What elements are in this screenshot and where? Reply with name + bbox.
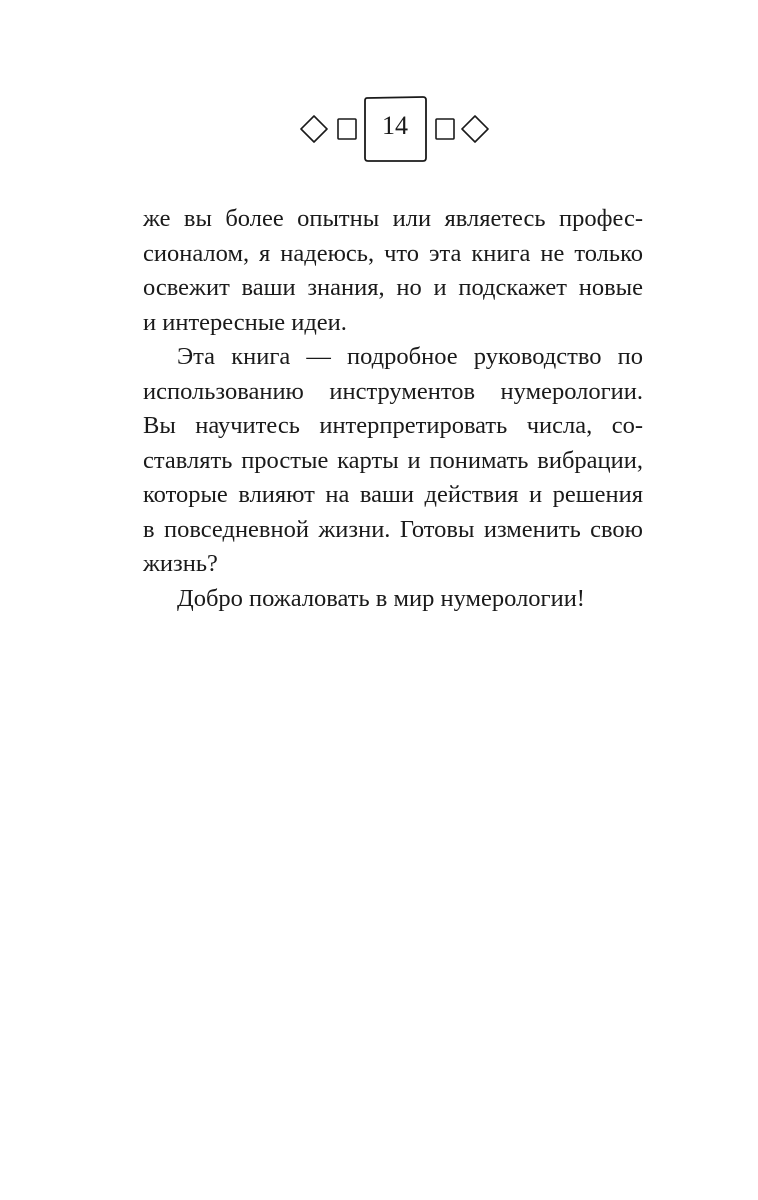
text-line: Эта книга — подробное руководство по — [177, 343, 643, 370]
diamond-icon — [462, 116, 488, 142]
text-line: жизнь? — [143, 550, 218, 577]
text-line: же вы более опытны или являетесь профес- — [143, 205, 643, 232]
text-line: которые влияют на ваши действия и решения — [143, 481, 643, 508]
paragraph — [143, 582, 643, 617]
page-number: 14 — [382, 111, 408, 140]
text-line: Добро пожаловать в мир нумерологии! — [177, 584, 585, 612]
body-text — [143, 202, 643, 616]
diamond-icon — [301, 116, 327, 142]
square-icon — [436, 119, 454, 139]
paragraph — [143, 202, 643, 340]
text-line: использованию инструментов нумерологии. — [143, 377, 643, 405]
text-line: сионалом, я надеюсь, что эта книга не только — [143, 239, 643, 267]
text-line: в повседневной жизни. Готовы изменить свою — [143, 515, 643, 543]
text-line: ставлять простые карты и понимать вибрации, — [143, 446, 643, 474]
text-line: освежит ваши знания, но и подскажет новые — [143, 274, 643, 301]
text-line: Вы научитесь интерпретировать числа, со- — [143, 412, 643, 439]
page-header — [0, 92, 758, 164]
square-icon — [338, 119, 356, 139]
paragraph — [143, 340, 643, 582]
text-line: и интересные идеи. — [143, 308, 347, 336]
